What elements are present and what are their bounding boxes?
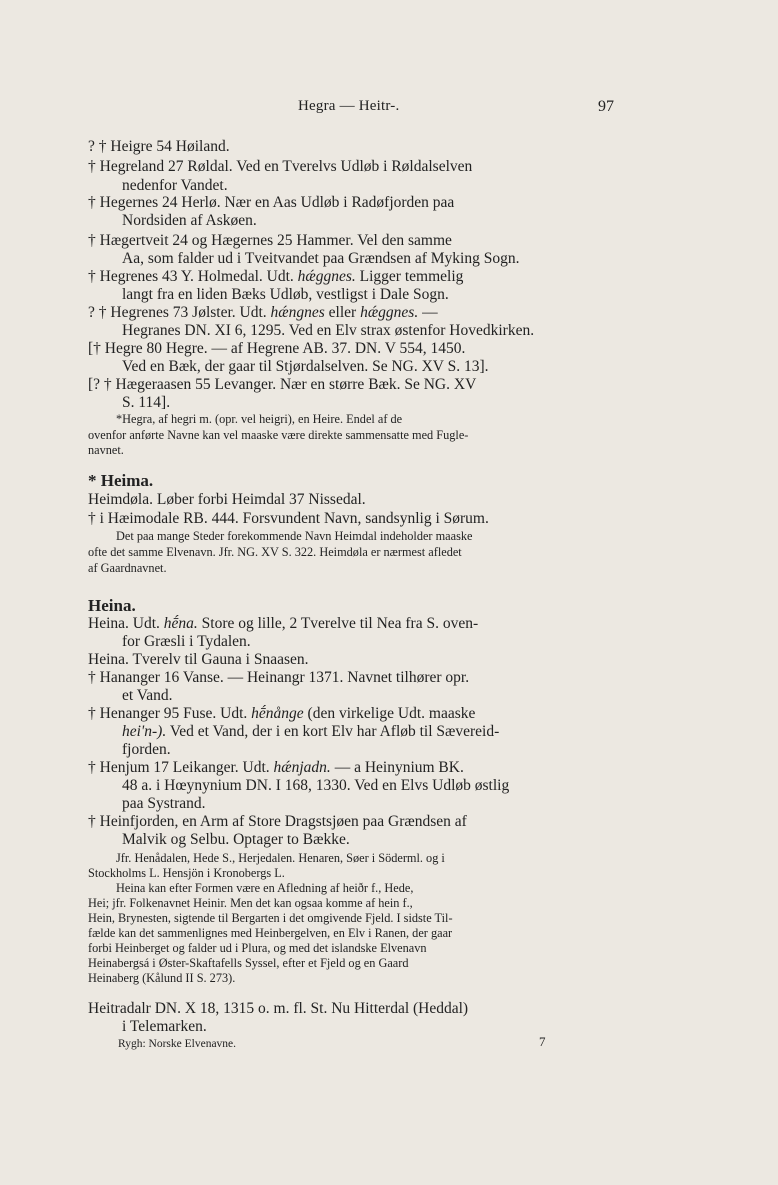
entry-line bbox=[88, 268, 463, 286]
note-line: Hein, Brynesten, sigtende til Bergarten i det omgivende Fjeld. I sidste Til- bbox=[88, 911, 453, 925]
entry-line: Malvik og Selbu. Optager to Bække. bbox=[122, 831, 350, 848]
note-line: *Hegra, af hegri m. (opr. vel heigri), en Heire. Endel af de bbox=[116, 412, 403, 426]
note-line: af Gaardnavnet. bbox=[88, 561, 167, 575]
entry-line: † i Hæimodale RB. 444. Forsvundent Navn, sandsynlig i Sørum. bbox=[88, 510, 489, 527]
entry-text: † Henjum 17 Leikanger. Udt. bbox=[88, 759, 270, 776]
pronunciation: hǽggnes. bbox=[297, 268, 356, 285]
entry-text: eller bbox=[328, 304, 357, 321]
note-line: ovenfor anførte Navne kan vel maaske være direkte sammensatte med Fugle- bbox=[88, 428, 469, 442]
entry-line: † Hananger 16 Vanse. — Heinangr 1371. Navnet tilhører opr. bbox=[88, 669, 470, 686]
entry-line: et Vand. bbox=[122, 687, 173, 704]
entry-line: † Hegernes 24 Herlø. Nær en Aas Udløb i Radøfjorden paa bbox=[88, 194, 455, 211]
running-title: Hegra — Heitr-. bbox=[298, 98, 400, 114]
entry-line: fjorden. bbox=[122, 741, 171, 758]
pronunciation: hǽggnes. bbox=[360, 304, 419, 321]
entry-line: i Telemarken. bbox=[122, 1018, 207, 1035]
entry-line: S. 114]. bbox=[122, 394, 171, 411]
entry-line bbox=[122, 723, 499, 741]
running-header bbox=[88, 98, 614, 120]
entry-text: † Henanger 95 Fuse. Udt. bbox=[88, 705, 248, 722]
entry-text: Ligger temmelig bbox=[359, 268, 464, 285]
entry-line: Heimdøla. Løber forbi Heimdal 37 Nissedal. bbox=[88, 491, 366, 508]
pronunciation: hǽnjadn. bbox=[273, 759, 331, 776]
entry-line bbox=[88, 615, 478, 633]
entry-text: Heina. Udt. bbox=[88, 615, 160, 632]
pronunciation: hei'n-). bbox=[122, 723, 167, 740]
note-line: Heinaberg (Kålund II S. 273). bbox=[88, 971, 236, 985]
note-line: Hei; jfr. Folkenavnet Heinir. Men det kan ogsaa komme af hein f., bbox=[88, 896, 413, 910]
entry-line bbox=[88, 759, 464, 777]
entry-text: † Hegrenes 43 Y. Holmedal. Udt. bbox=[88, 268, 294, 285]
section-heading: * Heima. bbox=[88, 471, 154, 490]
entry-text: Ved et Vand, der i en kort Elv har Afløb til Sævereid- bbox=[169, 723, 500, 740]
entry-line: paa Systrand. bbox=[122, 795, 206, 812]
entry-line: for Græsli i Tydalen. bbox=[122, 633, 251, 650]
entry-text: — a Heinynium BK. bbox=[334, 759, 464, 776]
signature-number: 7 bbox=[539, 1034, 546, 1049]
entry-text: (den virkelige Udt. maaske bbox=[307, 705, 476, 722]
entry-text: ? † Hegrenes 73 Jølster. Udt. bbox=[88, 304, 267, 321]
entry-text: — bbox=[422, 304, 438, 321]
entry-line: Ved en Bæk, der gaar til Stjørdalselven. Se NG. XV S. 13]. bbox=[122, 358, 489, 375]
entry-text: Store og lille, 2 Tverelve til Nea fra S. oven- bbox=[201, 615, 479, 632]
note-line: ofte det samme Elvenavn. Jfr. NG. XV S. 322. Heimdøla er nærmest afledet bbox=[88, 545, 462, 559]
entry-line bbox=[88, 304, 438, 322]
note-line: navnet. bbox=[88, 443, 124, 457]
note-line: Stockholms L. Hensjön i Kronobergs L. bbox=[88, 866, 285, 880]
pronunciation: hǽngnes bbox=[270, 304, 325, 321]
entry-line: † Heinfjorden, en Arm af Store Dragstsjøen paa Grændsen af bbox=[88, 813, 467, 830]
entry-line: langt fra en liden Bæks Udløb, vestligst i Dale Sogn. bbox=[122, 286, 449, 303]
entry-line: [? † Hægeraasen 55 Levanger. Nær en større Bæk. Se NG. XV bbox=[88, 376, 477, 393]
note-line: Heina kan efter Formen være en Afledning af heiðr f., Hede, bbox=[116, 881, 414, 895]
page-number: 97 bbox=[598, 98, 614, 115]
entry-line bbox=[88, 705, 475, 723]
entry-line: 48 a. i Hœynynium DN. I 168, 1330. Ved en Elvs Udløb østlig bbox=[122, 777, 510, 794]
note-line: Det paa mange Steder forekommende Navn Heimdal indeholder maaske bbox=[116, 529, 473, 543]
note-line: Jfr. Henådalen, Hede S., Herjedalen. Henaren, Søer i Söderml. og i bbox=[116, 851, 445, 865]
note-line: Heinabergsá i Øster-Skaftafells Syssel, efter et Fjeld og en Gaard bbox=[88, 956, 409, 970]
section-heading: Heina. bbox=[88, 596, 136, 615]
entry-line: Heitradalr DN. X 18, 1315 o. m. fl. St. Nu Hitterdal (Heddal) bbox=[88, 1000, 469, 1017]
entry-line: Nordsiden af Askøen. bbox=[122, 212, 257, 229]
entry-line: nedenfor Vandet. bbox=[122, 177, 228, 194]
entry-line: Hegranes DN. XI 6, 1295. Ved en Elv strax østenfor Hovedkirken. bbox=[122, 322, 535, 339]
entry-line: ? † Heigre 54 Høiland. bbox=[88, 138, 230, 155]
entry-line: Aa, som falder ud i Tveitvandet paa Grændsen af Myking Sogn. bbox=[122, 250, 520, 267]
entry-line: [† Hegre 80 Hegre. — af Hegrene AB. 37. DN. V 554, 1450. bbox=[88, 340, 466, 357]
note-line: forbi Heinberget og falder ud i Plura, og med det islandske Elvenavn bbox=[88, 941, 427, 955]
pronunciation: hḗnånge bbox=[251, 705, 304, 722]
footer-signature: Rygh: Norske Elvenavne. bbox=[118, 1038, 237, 1050]
entry-line: Heina. Tverelv til Gauna i Snaasen. bbox=[88, 651, 309, 668]
entry-line: † Hegreland 27 Røldal. Ved en Tverelvs Udløb i Røldalselven bbox=[88, 158, 473, 175]
note-line: fælde kan det sammenlignes med Heinbergelven, en Elv i Ranen, der gaar bbox=[88, 926, 453, 940]
pronunciation: hḗna. bbox=[163, 615, 198, 632]
entry-line: † Hægertveit 24 og Hægernes 25 Hammer. Vel den samme bbox=[88, 232, 452, 249]
